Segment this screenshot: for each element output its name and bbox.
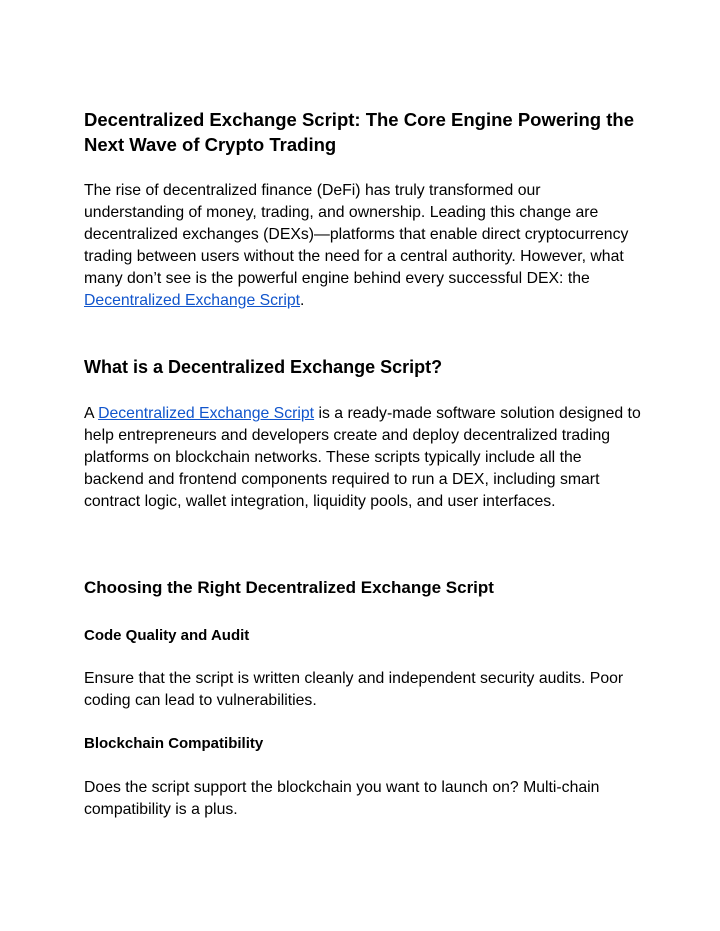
section1-text: is a ready-made software solution designed to help entrepreneurs and developers create and deploy decentralized trading platforms on blockchain networks. These scripts typically include all the backend and frontend components required to run a DEX, including smart contract logic, wallet integration, liquidity pools, and user interfaces. bbox=[84, 405, 641, 510]
intro-link-decentralized-exchange-script[interactable]: Decentralized Exchange Script bbox=[84, 291, 301, 309]
subheading-code-quality: Code Quality and Audit bbox=[84, 627, 250, 644]
section-heading-choosing: Choosing the Right Decentralized Exchange Script bbox=[84, 578, 494, 597]
intro-paragraph bbox=[84, 180, 644, 311]
section1-paragraph bbox=[84, 403, 644, 513]
section1-link-decentralized-exchange-script[interactable]: Decentralized Exchange Script bbox=[98, 405, 315, 422]
blockchain-compatibility-paragraph: Does the script support the blockchain you want to launch on? Multi-chain compatibility is a plus. bbox=[84, 779, 600, 818]
code-quality-paragraph: Ensure that the script is written cleanly and independent security audits. Poor coding can lead to vulnerabilities. bbox=[84, 670, 624, 709]
intro-tail: . bbox=[300, 291, 305, 309]
subheading-blockchain-compatibility: Blockchain Compatibility bbox=[84, 735, 264, 752]
section-heading-what-is: What is a Decentralized Exchange Script? bbox=[84, 357, 443, 377]
intro-text: The rise of decentralized finance (DeFi) has truly transformed our understanding of money, trading, and ownership. Leading this change are decentralized exchanges (DEXs)—platforms that enable direct cryptocurrency trading between users without the need for a central authority. However, what many don’t see is the powerful engine behind every successful DEX: the bbox=[84, 182, 629, 287]
article-title: Decentralized Exchange Script: The Core Engine Powering the Next Wave of Crypto Trading bbox=[84, 109, 634, 155]
section1-lead: A bbox=[84, 405, 99, 422]
